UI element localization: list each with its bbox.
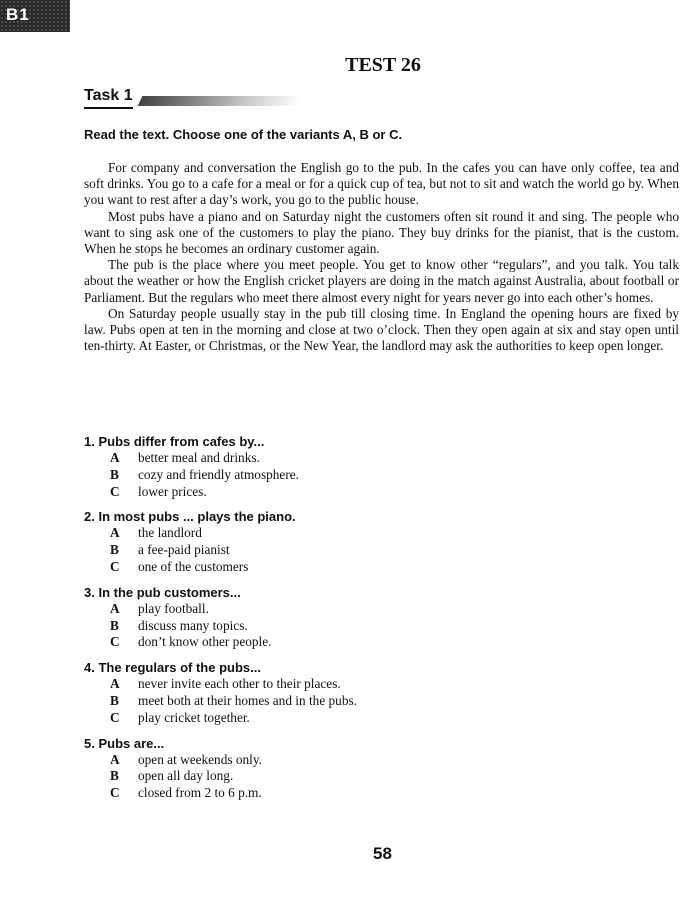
option-c [84,634,644,651]
option-b [84,542,644,559]
option-letter: A [110,676,120,692]
question-stem: 3. In the pub customers... [84,584,241,600]
task-instruction: Read the text. Choose one of the variants A, B or C. [84,127,403,142]
option-a [84,752,644,769]
question-stem: 2. In most pubs ... plays the piano. [84,509,296,525]
option-a [84,450,644,467]
option-letter: B [110,768,119,784]
option-a [84,525,644,542]
task-heading-decoration [138,96,303,106]
option-text: meet both at their homes and in the pubs. [138,692,357,708]
option-letter: C [110,483,120,499]
option-letter: B [110,542,119,558]
option-c [84,484,644,501]
task-heading: Task 1 [84,87,133,109]
passage-paragraph: On Saturday people usually stay in the pub till closing time. In England the opening hours are fixed by law. Pubs open at ten in the morning and close at two o’clock. Then they open again at six and stay open until ten-thirty. At Easter, or Christmas, or the New Year, the landlord may ask the authorities to keep open longer. [84,305,679,354]
option-b [84,693,644,710]
option-c [84,710,644,727]
option-b [84,467,644,484]
option-text: open at weekends only. [138,751,262,767]
option-c [84,559,644,576]
question-stem: 5. Pubs are... [84,735,165,751]
section-badge [0,0,70,32]
option-text: closed from 2 to 6 p.m. [138,785,262,801]
option-letter: C [110,634,120,650]
option-text: discuss many topics. [138,617,248,633]
option-letter: A [110,600,120,616]
option-b [84,618,644,635]
test-title: TEST 26 [345,54,421,76]
question-stem: 4. The regulars of the pubs... [84,660,261,676]
option-letter: A [110,525,120,541]
question-list [84,434,644,811]
option-letter: C [110,785,120,801]
option-a [84,601,644,618]
option-letter: B [110,692,119,708]
option-letter: C [110,709,120,725]
question-1 [84,434,644,500]
option-text: cozy and friendly atmosphere. [138,466,299,482]
option-letter: A [110,751,120,767]
option-text: one of the customers [138,558,249,574]
option-letter: B [110,617,119,633]
passage-paragraph: For company and conversation the English go to the pub. In the cafes you can have only coffee, tea and soft drinks. You go to a cafe for a meal or for a quick cup of tea, but not to sit and watch the world go by. When you want to rest after a day’s work, you go to the public house. [84,160,679,208]
option-text: a fee-paid pianist [138,542,230,558]
option-letter: C [110,558,120,574]
option-text: lower prices. [138,483,207,499]
reading-passage [84,160,679,354]
question-stem: 1. Pubs differ from cafes by... [84,434,265,449]
option-text: never invite each other to their places. [138,676,341,692]
question-3 [84,585,644,651]
section-badge-label: B1 [6,5,30,24]
option-text: play cricket together. [138,709,250,725]
option-letter: B [110,466,119,482]
passage-paragraph: The pub is the place where you meet people. You get to know other “regulars”, and you talk. You talk about the weather or how the English cricket players are doing in the match against Australia, about football or Parliament. But the regulars who meet there almost every night for years never go into each other’s homes. [84,257,679,305]
question-4 [84,660,644,726]
question-2 [84,509,644,575]
question-5 [84,736,644,802]
option-letter: A [110,450,120,465]
option-text: open all day long. [138,768,234,784]
option-text: don’t know other people. [138,634,272,650]
page-number: 58 [373,844,392,863]
option-c [84,785,644,802]
option-a [84,676,644,693]
passage-paragraph: Most pubs have a piano and on Saturday night the customers often sit round it and sing. The people who want to sing ask one of the customers to play the piano. They buy drinks for the pianist, that is the custom. When he stops he becomes an ordinary customer again. [84,208,679,257]
option-text: the landlord [138,525,202,541]
option-text: better meal and drinks. [138,450,260,465]
option-b [84,768,644,785]
option-text: play football. [138,600,209,616]
